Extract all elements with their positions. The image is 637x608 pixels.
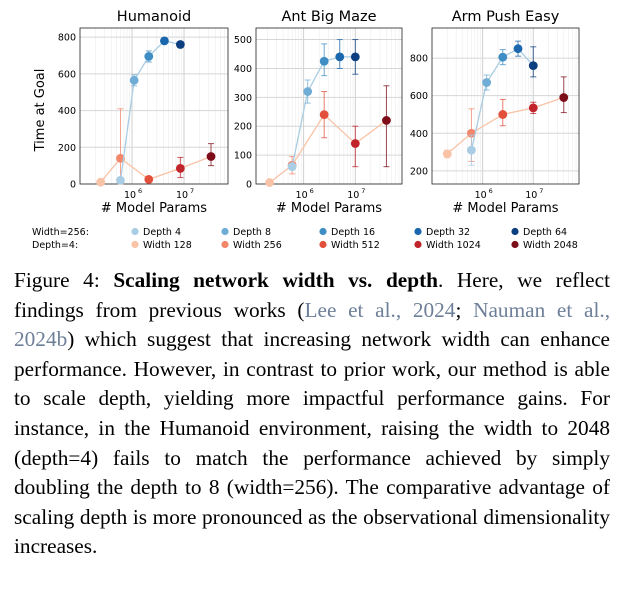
figure-caption bbox=[14, 266, 610, 562]
legend-row1-label: Width=256: bbox=[32, 227, 89, 238]
y-tick-label: 600 bbox=[409, 91, 428, 103]
y-tick-label: 800 bbox=[57, 32, 76, 44]
data-point-depth-32 bbox=[514, 44, 523, 53]
y-tick-label: 400 bbox=[57, 106, 76, 118]
chart-title: Ant Big Maze bbox=[281, 9, 377, 25]
data-point-width-2048 bbox=[207, 152, 216, 161]
chart-title: Humanoid bbox=[116, 9, 192, 25]
legend-marker bbox=[414, 228, 421, 235]
legend-marker bbox=[221, 228, 228, 235]
y-tick-label: 0 bbox=[245, 179, 252, 191]
y-tick-label: 200 bbox=[233, 121, 252, 133]
x-tick-label: 10 bbox=[474, 190, 487, 201]
data-point-depth-64 bbox=[529, 61, 538, 70]
legend-marker bbox=[131, 241, 138, 248]
chart-panel-3 bbox=[410, 9, 579, 216]
citation-link-nauman[interactable]: Nauman et al., 2024b bbox=[14, 297, 611, 352]
x-axis-label: # Model Params bbox=[452, 201, 559, 216]
y-axis-label: Time at Goal bbox=[33, 68, 48, 152]
legend-marker bbox=[511, 241, 518, 248]
data-point-width-1024 bbox=[351, 139, 360, 148]
data-point-width-512 bbox=[320, 110, 329, 119]
data-point-width-1024 bbox=[529, 103, 538, 112]
data-point-depth-32 bbox=[335, 52, 344, 61]
caption-separator: ; bbox=[455, 297, 474, 322]
y-tick-label: 200 bbox=[409, 166, 428, 178]
x-axis-label: # Model Params bbox=[100, 201, 208, 216]
legend-marker bbox=[319, 228, 326, 235]
legend-marker bbox=[414, 241, 421, 248]
y-tick-label: 500 bbox=[233, 35, 252, 47]
legend-entry: Depth 8 bbox=[233, 227, 271, 238]
data-point-depth-8 bbox=[482, 78, 491, 87]
data-point-width-2048 bbox=[382, 116, 391, 125]
legend-entry: Width 2048 bbox=[523, 240, 578, 251]
data-point-depth-4 bbox=[467, 146, 476, 155]
legend-marker bbox=[319, 241, 326, 248]
legend-entry: Width 1024 bbox=[426, 240, 481, 251]
chart-title: Arm Push Easy bbox=[451, 9, 560, 25]
data-point-depth-64 bbox=[351, 52, 360, 61]
data-point-width-128 bbox=[265, 178, 274, 187]
y-tick-label: 600 bbox=[57, 69, 76, 81]
x-tick-label: 10 bbox=[123, 190, 137, 201]
legend-entry: Depth 16 bbox=[331, 227, 376, 238]
x-tick-exponent: 7 bbox=[539, 187, 544, 195]
figure-label: Figure 4: bbox=[14, 268, 100, 292]
data-point-depth-32 bbox=[160, 36, 169, 45]
legend-marker bbox=[131, 228, 138, 235]
y-tick-label: 400 bbox=[409, 128, 428, 140]
y-tick-label: 300 bbox=[233, 92, 252, 104]
y-tick-label: 200 bbox=[57, 142, 76, 154]
legend-row2-label: Depth=4: bbox=[32, 240, 79, 251]
x-tick-label: 10 bbox=[295, 190, 308, 201]
legend-marker bbox=[221, 241, 228, 248]
x-axis-label: # Model Params bbox=[275, 201, 383, 216]
x-tick-label: 10 bbox=[347, 190, 360, 201]
legend-entry: Width 512 bbox=[331, 240, 380, 251]
data-point-depth-16 bbox=[144, 52, 153, 61]
data-point-width-2048 bbox=[559, 93, 568, 102]
data-point-depth-4 bbox=[288, 162, 297, 171]
x-tick-label: 10 bbox=[525, 190, 538, 201]
data-point-depth-16 bbox=[498, 53, 507, 62]
caption-text-2: ) which suggest that increasing network width can enhance performance. However, in contrast to prior work, our method is able to scale depth, yielding more impactful performance gains. For instance, in the Humanoid environment, raising the width to 2048 (depth=4) fails to match the performance achieved by simply doubling the depth to 8 (width=256). The comparative advantage of scaling depth is more pronounced as the observational dimensionality increases. bbox=[14, 327, 610, 559]
legend-entry: Width 128 bbox=[143, 240, 192, 251]
data-point-depth-64 bbox=[176, 40, 185, 49]
x-tick-exponent: 7 bbox=[190, 187, 195, 195]
legend-entry: Depth 64 bbox=[523, 227, 568, 238]
data-point-depth-8 bbox=[303, 87, 312, 96]
y-tick-label: 400 bbox=[233, 63, 252, 75]
y-tick-label: 0 bbox=[69, 179, 76, 191]
data-point-width-128 bbox=[96, 178, 105, 187]
x-tick-exponent: 6 bbox=[309, 187, 314, 195]
plot-frame bbox=[432, 28, 579, 184]
legend-marker bbox=[511, 228, 518, 235]
data-point-depth-16 bbox=[320, 57, 329, 66]
data-point-depth-4 bbox=[116, 176, 125, 185]
legend-entry: Depth 4 bbox=[143, 227, 181, 238]
chart-panel-1 bbox=[58, 9, 228, 216]
data-point-width-1024 bbox=[176, 164, 185, 173]
citation-link-lee[interactable]: Lee et al., 2024 bbox=[304, 297, 456, 322]
figure-charts bbox=[0, 0, 637, 258]
legend bbox=[32, 227, 578, 251]
legend-entry: Width 256 bbox=[233, 240, 282, 251]
y-tick-label: 100 bbox=[233, 150, 252, 162]
chart-panel-2 bbox=[234, 9, 402, 216]
data-point-width-512 bbox=[144, 175, 153, 184]
x-tick-label: 10 bbox=[175, 190, 189, 201]
y-tick-label: 800 bbox=[409, 53, 428, 65]
x-tick-exponent: 7 bbox=[361, 187, 366, 195]
caption-title: Scaling network width vs. depth bbox=[113, 268, 439, 292]
data-point-width-128 bbox=[443, 150, 452, 159]
caption-text-1: . Here, we reflect findings from previous works ( bbox=[14, 268, 610, 322]
x-tick-exponent: 6 bbox=[138, 187, 143, 195]
data-point-depth-8 bbox=[130, 76, 139, 85]
data-point-width-512 bbox=[498, 110, 507, 119]
x-tick-exponent: 6 bbox=[488, 187, 493, 195]
legend-entry: Depth 32 bbox=[426, 227, 471, 238]
